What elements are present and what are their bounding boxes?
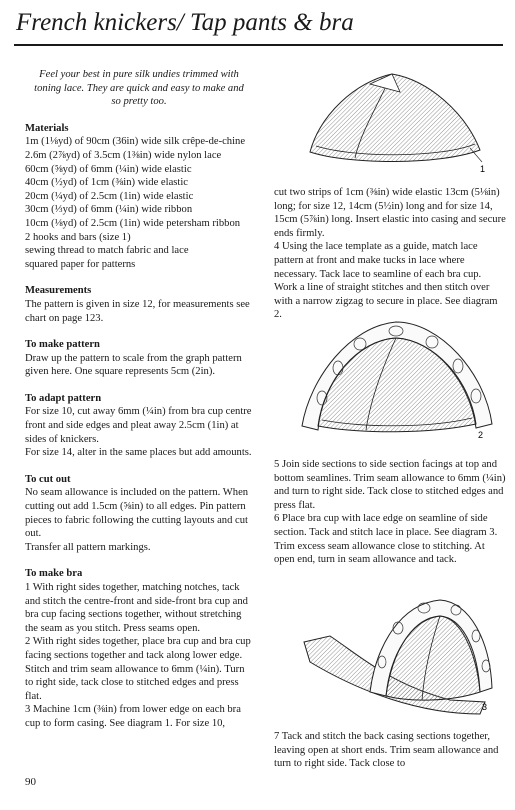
material-item: 60cm (⅝yd) of 6mm (¼in) wide elastic	[25, 163, 192, 175]
bra-step: 2 With right sides together, place bra cup and bra cup facing sections together and tack along lower edge. Stitch and trim seam allowance to 6mm (¼in). Turn to right side, tack close to stitched edges and press flat.	[25, 636, 251, 702]
diagram-2-lace-cup	[300, 318, 500, 438]
material-item: 20cm (¼yd) of 2.5cm (1in) wide elastic	[25, 190, 194, 202]
adapt-pattern-heading: To adapt pattern	[25, 392, 102, 404]
material-item: 1m (1⅛yd) of 90cm (36in) wide silk crêpe-de-chine	[25, 136, 246, 148]
make-pattern-text: Draw up the pattern to scale from the graph pattern given here. One square represents 5cm (2in).	[25, 352, 242, 378]
material-item: 30cm (⅓yd) of 6mm (¼in) wide ribbon	[25, 204, 193, 216]
material-item: 40cm (½yd) of 1cm (⅜in) wide elastic	[25, 177, 188, 189]
bra-step-continued: cut two strips of 1cm (⅜in) wide elastic 13cm (5⅛in) long; for size 12, 14cm (5½in) long and for size 14, 15cm (5⅞in) long. Insert elastic into casing and secure ends firmly.	[274, 187, 506, 239]
measurements-heading: Measurements	[25, 285, 92, 297]
adapt-pattern-text: For size 10, cut away 6mm (¼in) from bra cup centre front and side edges and pleat away 2.5cm (1in) at sides of knickers.	[25, 406, 252, 445]
title-rule	[14, 44, 503, 46]
adapt-pattern-text: For size 14, alter in the same places but add amounts.	[25, 447, 252, 459]
bra-step: 6 Place bra cup with lace edge on seamline of side section. Tack and stitch lace in place. See diagram 3. Trim excess seam allowance close to stitching. At open end, turn in seam allowance and tack.	[274, 513, 498, 566]
measurements-text: The pattern is given in size 12, for measurements see chart on page 123.	[25, 298, 250, 324]
bra-step: 7 Tack and stitch the back casing sections together, leaving open at short ends. Trim seam allowance and turn to right side. Tack close to	[274, 731, 499, 770]
cut-out-text: No seam allowance is included on the pattern. When cutting out add 1.5cm (⅝in) to all edges. Pin pattern pieces to fabric following the cutting layouts and cut out.	[25, 487, 249, 540]
diagram-3-side-section	[300, 596, 500, 716]
materials-heading: Materials	[25, 122, 69, 134]
diagram-1-bra-cup	[300, 70, 500, 180]
bra-step: 5 Join side sections to side section facings at top and bottom seamlines. Trim seam allowance to 6mm (¼in) and turn to right side. Tack close to stitched edges and press flat.	[274, 459, 506, 511]
material-item: 2 hooks and bars (size 1)	[25, 231, 131, 243]
page-number: 90	[25, 776, 36, 788]
bra-step: 1 With right sides together, matching notches, tack and stitch the centre-front and side-front bra cup and bra cup facing sections together, without stretching the seam as you stitch. Press seams open.	[25, 582, 248, 634]
cut-out-heading: To cut out	[25, 473, 71, 485]
right-column-bottom	[274, 730, 506, 771]
make-pattern-heading: To make pattern	[25, 339, 100, 351]
diagram-label: 1	[480, 164, 486, 174]
bra-step: 3 Machine 1cm (⅜in) from lower edge on each bra cup to form casing. See diagram 1. For size 10,	[25, 704, 241, 729]
right-column-top	[274, 186, 506, 322]
materials-list	[25, 135, 253, 271]
diagram-label: 2	[478, 430, 484, 440]
material-item: sewing thread to match fabric and lace	[25, 245, 189, 257]
intro-text: Feel your best in pure silk undies trimmed with toning lace. They are quick and easy to make and so pretty too.	[34, 69, 244, 108]
right-column-middle	[274, 458, 506, 567]
page-title: French knickers/ Tap pants & bra	[16, 9, 354, 36]
material-item: squared paper for patterns	[25, 258, 136, 270]
material-item: 2.6m (2⅞yd) of 3.5cm (1⅜in) wide nylon lace	[25, 149, 222, 161]
cut-out-text: Transfer all pattern markings.	[25, 541, 151, 553]
left-column	[25, 68, 253, 731]
diagram-label: 3	[482, 702, 488, 712]
bra-step: 4 Using the lace template as a guide, match lace pattern at front and make tucks in lace where necessary. Tack lace to seamline of each bra cup. Work a line of straight stitches and then stitch over with a narrow zigzag to secure in place. See diagram 2.	[274, 241, 498, 321]
material-item: 10cm (⅛yd) of 2.5cm (1in) wide petersham ribbon	[25, 217, 241, 229]
make-bra-heading: To make bra	[25, 568, 83, 580]
